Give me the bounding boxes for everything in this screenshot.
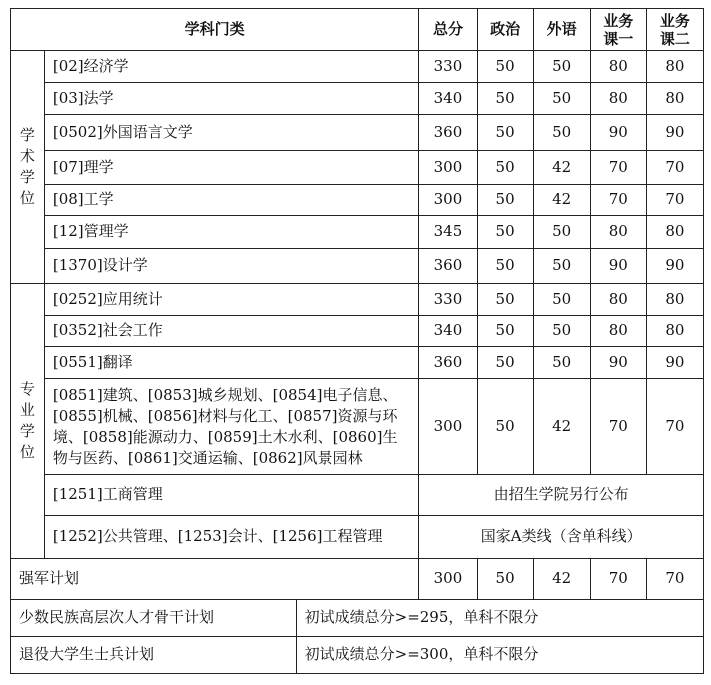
row-foreign: 42 (533, 379, 590, 475)
row-total: 300 (419, 379, 477, 475)
table-row (11, 600, 704, 637)
row-total: 340 (419, 316, 477, 347)
table-row (11, 249, 704, 284)
professional-degree-label: 专业学位 (11, 284, 45, 559)
table-row (11, 516, 704, 559)
row-name: [0252]应用统计 (44, 284, 419, 316)
row-total: 300 (419, 559, 477, 600)
row-course1: 90 (590, 115, 646, 151)
header-politics: 政治 (477, 9, 533, 51)
table-row (11, 151, 704, 185)
row-course1: 90 (590, 347, 646, 379)
row-course1: 80 (590, 216, 646, 249)
row-foreign: 50 (533, 284, 590, 316)
row-name: [0551]翻译 (44, 347, 419, 379)
header-foreign: 外语 (533, 9, 590, 51)
header-course2: 业务课二 (646, 9, 703, 51)
row-course2: 70 (646, 379, 703, 475)
table-row (11, 115, 704, 151)
row-politics: 50 (477, 151, 533, 185)
header-course1: 业务课一 (590, 9, 646, 51)
table-row (11, 83, 704, 115)
row-name: [02]经济学 (44, 51, 419, 83)
row-foreign: 50 (533, 316, 590, 347)
header-row (11, 9, 704, 51)
table-row (11, 284, 704, 316)
row-course1: 90 (590, 249, 646, 284)
row-politics: 50 (477, 249, 533, 284)
row-politics: 50 (477, 115, 533, 151)
row-name: [1370]设计学 (44, 249, 419, 284)
row-total: 330 (419, 284, 477, 316)
table-row (11, 559, 704, 600)
row-name: [1252]公共管理、[1253]会计、[1256]工程管理 (44, 516, 419, 559)
row-foreign: 50 (533, 115, 590, 151)
row-politics: 50 (477, 83, 533, 115)
row-politics: 50 (477, 559, 533, 600)
row-course1: 70 (590, 151, 646, 185)
row-total: 300 (419, 151, 477, 185)
header-total: 总分 (419, 9, 477, 51)
row-course1: 80 (590, 316, 646, 347)
table-row (11, 475, 704, 516)
row-name: [0502]外国语言文学 (44, 115, 419, 151)
row-course2: 70 (646, 185, 703, 216)
row-total: 330 (419, 51, 477, 83)
minority-note: 初试成绩总分>=295，单科不限分 (296, 600, 703, 637)
row-foreign: 50 (533, 347, 590, 379)
row-total: 360 (419, 249, 477, 284)
row-politics: 50 (477, 347, 533, 379)
row-name: [0851]建筑、[0853]城乡规划、[0854]电子信息、[0855]机械、[0856]材料与化工、[0857]资源与环境、[0858]能源动力、[0859]土木水利、[0860]生物与医药、[0861]交通运输、[0862]风景园林 (44, 379, 419, 475)
row-politics: 50 (477, 316, 533, 347)
row-name: [03]法学 (44, 83, 419, 115)
academic-degree-label: 学术学位 (11, 51, 45, 284)
row-course1: 80 (590, 284, 646, 316)
row-politics: 50 (477, 185, 533, 216)
row-name: [1251]工商管理 (44, 475, 419, 516)
row-course2: 90 (646, 347, 703, 379)
row-foreign: 50 (533, 51, 590, 83)
row-name: [12]管理学 (44, 216, 419, 249)
row-foreign: 42 (533, 185, 590, 216)
table-row (11, 185, 704, 216)
table-row (11, 637, 704, 674)
row-total: 300 (419, 185, 477, 216)
row-total: 360 (419, 115, 477, 151)
row-course1: 70 (590, 379, 646, 475)
row-total: 340 (419, 83, 477, 115)
row-note: 由招生学院另行公布 (419, 475, 704, 516)
row-course2: 80 (646, 316, 703, 347)
row-foreign: 50 (533, 216, 590, 249)
row-total: 360 (419, 347, 477, 379)
header-category: 学科门类 (11, 9, 419, 51)
score-table (10, 8, 704, 674)
row-foreign: 42 (533, 559, 590, 600)
row-course2: 80 (646, 83, 703, 115)
row-total: 345 (419, 216, 477, 249)
row-course2: 90 (646, 249, 703, 284)
row-course1: 80 (590, 83, 646, 115)
row-course2: 70 (646, 151, 703, 185)
row-course2: 70 (646, 559, 703, 600)
row-name: [08]工学 (44, 185, 419, 216)
table-row (11, 316, 704, 347)
row-foreign: 50 (533, 83, 590, 115)
row-course1: 70 (590, 559, 646, 600)
row-name: [07]理学 (44, 151, 419, 185)
row-note: 国家A类线（含单科线） (419, 516, 704, 559)
veteran-note: 初试成绩总分>=300，单科不限分 (296, 637, 703, 674)
row-course2: 80 (646, 284, 703, 316)
row-politics: 50 (477, 284, 533, 316)
row-name: [0352]社会工作 (44, 316, 419, 347)
row-politics: 50 (477, 379, 533, 475)
row-politics: 50 (477, 51, 533, 83)
row-politics: 50 (477, 216, 533, 249)
row-foreign: 50 (533, 249, 590, 284)
row-course2: 80 (646, 216, 703, 249)
table-row (11, 216, 704, 249)
table-row (11, 347, 704, 379)
row-course2: 90 (646, 115, 703, 151)
qiangjun-name: 强军计划 (11, 559, 419, 600)
minority-name: 少数民族高层次人才骨干计划 (11, 600, 297, 637)
table-row (11, 51, 704, 83)
row-foreign: 42 (533, 151, 590, 185)
veteran-name: 退役大学生士兵计划 (11, 637, 297, 674)
row-course2: 80 (646, 51, 703, 83)
row-course1: 70 (590, 185, 646, 216)
row-course1: 80 (590, 51, 646, 83)
table-row (11, 379, 704, 475)
